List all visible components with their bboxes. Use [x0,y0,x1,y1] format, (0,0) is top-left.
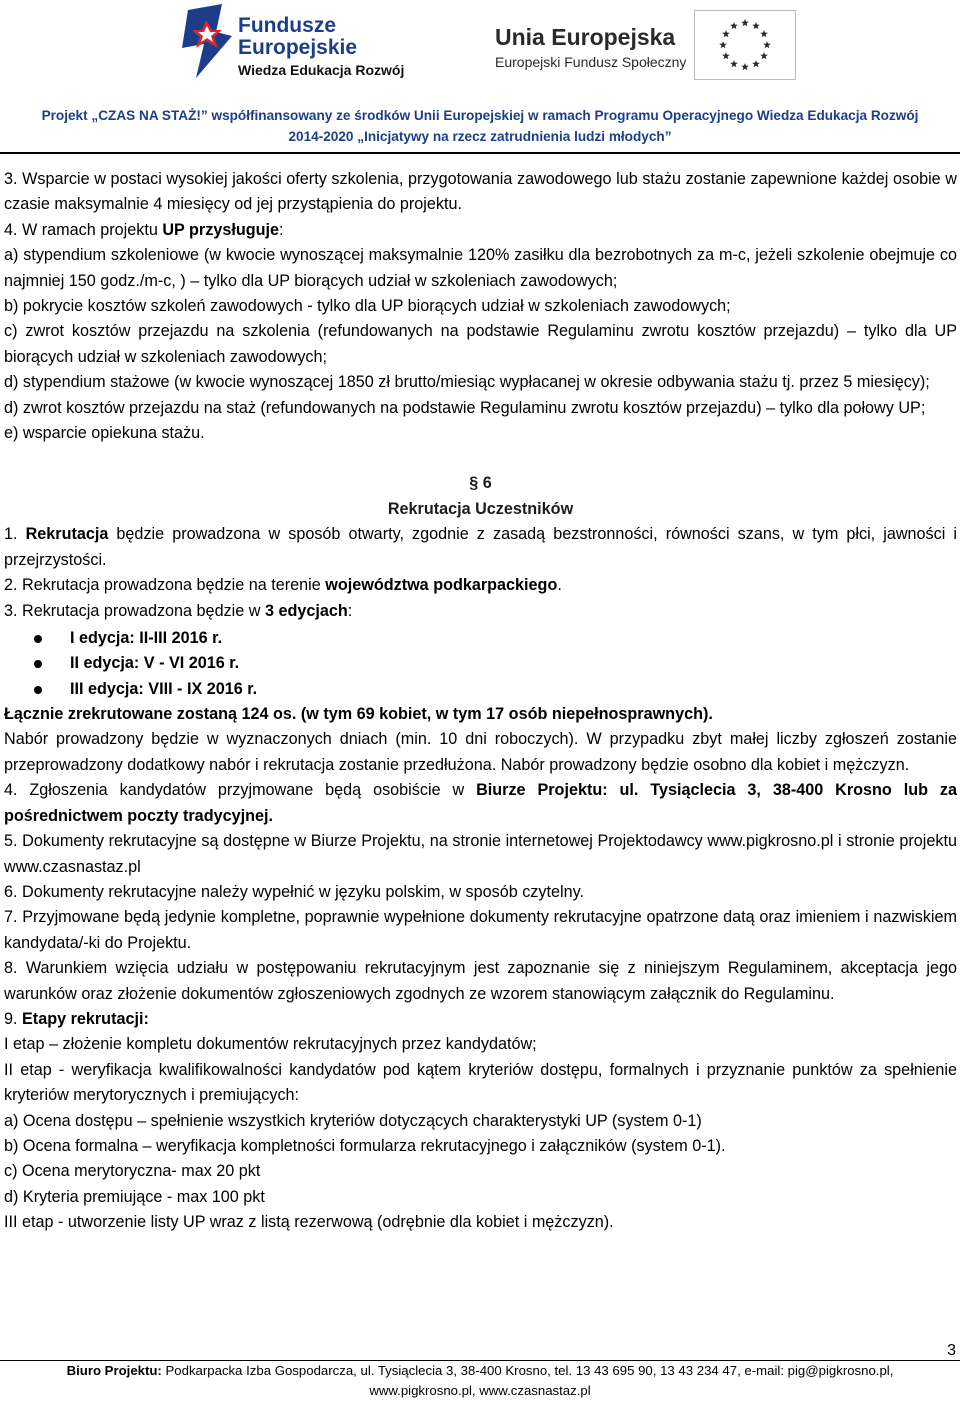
stage-2b: b) Ocena formalna – weryfikacja kompletności formularza rekrutacyjnego i załączników (system 0-1). [4,1136,726,1155]
fe-logo-line1: Fundusze [238,14,336,37]
recruitment-7: 7. Przyjmowane będą jedynie kompletne, poprawnie wypełnione dokumenty rekrutacyjne opatrzone datą oraz imieniem i nazwiskiem kandydata/-ki do Projektu. [4,908,957,952]
recruitment-1: 1. Rekrutacja będzie prowadzona w sposób otwarty, zgodnie z zasadą bezstronności, równości szans, w tym płci, jawności i przejrzystości. [4,525,957,569]
stage-2c: c) Ocena merytoryczna- max 20 pkt [4,1162,261,1181]
footer-websites: www.pigkrosno.pl, www.czasnastaz.pl [369,1383,591,1398]
bullet-icon [34,635,42,643]
stage-2a: a) Ocena dostępu – spełnienie wszystkich kryteriów dotyczących charakterystyki UP (system 0-1) [4,1111,702,1130]
list-item: II edycja: V - VI 2016 r. [4,651,957,676]
fe-logo-line2: Europejskie [238,36,358,59]
paragraph-4c: c) zwrot kosztów przejazdu na szkolenia (refundowanych na podstawie Regulaminu zwrotu kosztów przejazdu) – tylko dla UP biorących udział w szkoleniach zawodowych; [4,322,957,366]
footer-address: Biuro Projektu: Podkarpacka Izba Gospodarcza, ul. Tysiąclecia 3, 38-400 Krosno, tel. 13 43 695 90, 13 43 234 47, e-mail: pig@pigkrosno.pl, [66,1363,894,1378]
recruitment-4: 4. Zgłoszenia kandydatów przyjmowane będą osobiście w Biurze Projektu: ul. Tysiąclecia 3, 38-400 Krosno lub za pośrednictwem poczty tradycyjnej. [4,781,957,825]
recruitment-5: 5. Dokumenty rekrutacyjne są dostępne w Biurze Projektu, na stronie internetowej Projektodawcy www.pigkrosno.pl i stronie projektu www.czasnastaz.pl [4,832,957,876]
ue-logo-line1: Unia Europejska [495,24,676,50]
list-item: III edycja: VIII - IX 2016 r. [4,677,957,702]
document-body [4,167,957,1236]
recruitment-schedule: Nabór prowadzony będzie w wyznaczonych dniach (min. 10 dni roboczych). W przypadku zbyt małej liczby zgłoszeń zostanie przeprowadzony dodatkowy nabór i rekrutacja zostanie przedłużona. Nabór prowadzony będzie osobno dla kobiet i mężczyzn. [4,730,957,774]
recruitment-9: 9. Etapy rekrutacji: [4,1009,149,1028]
paragraph-4d-stipend: d) stypendium stażowe (w kwocie wynoszącej 1850 zł brutto/miesiąc wypłacanej w okresie odbywania stażu tj. przez 5 miesięcy); [4,373,930,392]
stage-1: I etap – złożenie kompletu dokumentów rekrutacyjnych przez kandydatów; [4,1035,537,1054]
recruitment-2: 2. Rekrutacja prowadzona będzie na terenie województwa podkarpackiego. [4,576,562,595]
section-title: Rekrutacja Uczestników [387,499,574,518]
total-participants: Łącznie zrekrutowane zostaną 124 os. (w tym 69 kobiet, w tym 17 osób niepełnosprawnych). [4,705,713,724]
editions-list [4,626,957,702]
stage-2: II etap - weryfikacja kwalifikowalności kandydatów pod kątem kryteriów dostępu, formalnych i przyznanie punktów za spełnienie kryteriów merytorycznych i premiujących: [4,1060,957,1105]
paragraph-4e: e) wsparcie opiekuna stażu. [4,424,205,443]
eu-flag-icon [694,10,796,80]
paragraph-4: 4. W ramach projektu UP przysługuje: [4,220,284,239]
recruitment-3: 3. Rekrutacja prowadzona będzie w 3 edycjach: [4,601,353,620]
page-number: 3 [947,1342,956,1359]
recruitment-8: 8. Warunkiem wzięcia udziału w postępowaniu rekrutacyjnym jest zapoznanie się z niniejszym Regulaminem, akceptacja jego warunków oraz złożenie dokumentów zgłoszeniowych zgodnych ze wzorem stanowiącym załącznik do Regulaminu. [4,959,957,1003]
footer-divider [0,1360,960,1361]
stage-2d: d) Kryteria premiujące - max 100 pkt [4,1187,265,1206]
project-title-line2: 2014-2020 „Inicjatywy na rzecz zatrudnienia ludzi młodych” [288,129,672,144]
project-title-line1: Projekt „CZAS NA STAŻ!” współfinansowany ze środków Unii Europejskiej w ramach Programu Operacyjnego Wiedza Edukacja Rozwój [41,108,919,123]
recruitment-6: 6. Dokumenty rekrutacyjne należy wypełnić w języku polskim, w sposób czytelny. [4,882,584,901]
stage-3: III etap - utworzenie listy UP wraz z listą rezerwową (odrębnie dla kobiet i mężczyzn). [4,1213,614,1232]
list-item: I edycja: II-III 2016 r. [4,626,957,651]
paragraph-4b: b) pokrycie kosztów szkoleń zawodowych - tylko dla UP biorących udział w szkoleniach zawodowych; [4,297,731,316]
page-header [0,0,960,144]
fe-logo-line3: Wiedza Edukacja Rozwój [238,62,405,78]
bullet-icon [34,686,42,694]
paragraph-4d-travel: d) zwrot kosztów przejazdu na staż (refundowanych na podstawie Regulaminu zwrotu kosztów przejazdu) – tylko dla połowy UP; [4,398,926,417]
paragraph-3: 3. Wsparcie w postaci wysokiej jakości oferty szkolenia, przygotowania zawodowego lub stażu zostanie zapewnione każdej osobie w czasie maksymalnie 4 miesięcy od jej przystąpienia do projektu. [4,170,957,214]
header-divider [0,152,960,154]
fe-star-icon [176,2,234,82]
bullet-icon [34,660,42,668]
ue-logo-line2: Europejski Fundusz Społeczny [495,54,687,70]
fundusze-europejskie-logo [176,2,416,82]
section-number: § 6 [469,474,492,493]
paragraph-4a: a) stypendium szkoleniowe (w kwocie wynoszącej maksymalnie 120% zasiłku dla bezrobotnych za m-c, jeżeli szkolenie obejmuje co najmniej 150 godz./m-c, ) – tylko dla UP biorących udział w szkoleniach zawodowych; [4,246,957,290]
